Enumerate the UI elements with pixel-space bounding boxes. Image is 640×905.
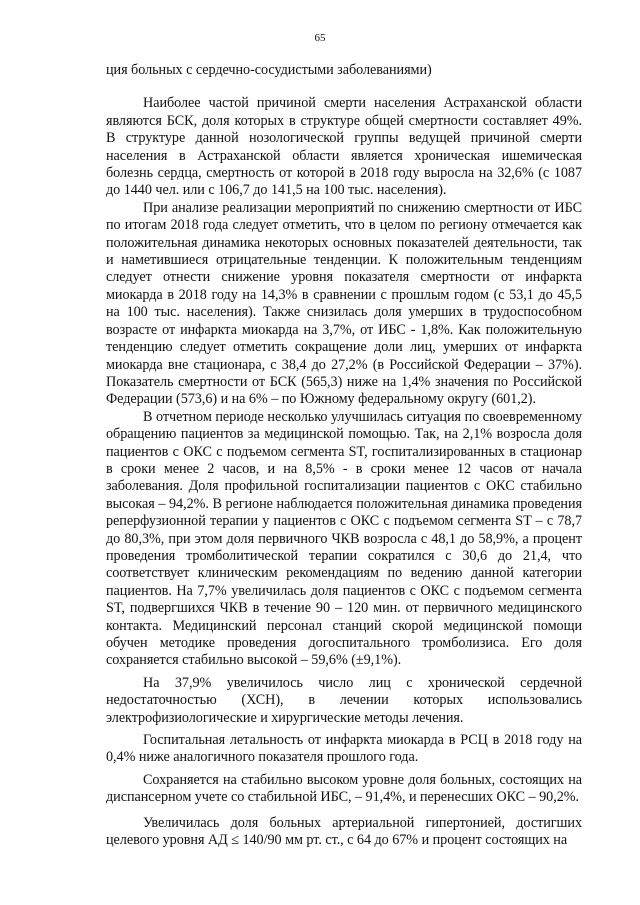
paragraph-timely-care: В отчетном периоде несколько улучшилась ситуация по своевременному обращению пациентов за медицинской помощью. Так, на 2,1% возросла доля пациентов с ОКС с подъемом сегмента ST, госпитализированных в стационар в сроки менее 2 часов, и на 8,5% - в сроки менее 12 часов от начала заболевания. Доля профильной госпитализации пациентов с ОКС стабильно высокая – 94,2%. В регионе наблюдается положительная динамика проведения реперфузионной терапии у пациентов с ОКС с подъемом сегмента ST – с 78,7 до 80,3%, при этом доля первичного ЧКВ возросла с 48,1 до 58,9%, а процент проведения тромболитической терапии сократился с 30,6 до 21,4, что соответствует клиническим рекомендациям по ведению данной категории пациентов. На 7,7% увеличилась доля пациентов с ОКС с подъемом сегмента ST, подвергшихся ЧКВ в течение 90 – 120 мин. от первичного медицинского контакта. Медицинский персонал станций скорой медицинской помощи обучен методике проведения догоспитального тромболизиса. Его доля сохраняется стабильно высокой – 59,6% (±9,1%). [106,408,582,669]
paragraph-hospital-mortality: Госпитальная летальность от инфаркта миокарда в РСЦ в 2018 году на 0,4% ниже аналогичного показателя прошлого года. [106,732,582,766]
paragraph-dispensary: Сохраняется на стабильно высоком уровне доля больных, состоящих на диспансерном учете со стабильной ИБС, – 91,4%, и перенесших ОКС – 90,2%. [106,771,582,806]
paragraph-hypertension: Увеличилась доля больных артериальной гипертонией, достигших целевого уровня АД ≤ 140/90 мм рт. ст., с 64 до 67% и процент состоящих на [106,814,582,849]
page-number: 65 [314,32,326,44]
paragraph-causes-of-death: Наиболее частой причиной смерти населения Астраханской области являются БСК, доля которых в структуре общей смертности составляет 49%. В структуре данной нозологической группы ведущей причиной смерти населения в Астраханской области является хроническая ишемическая болезнь сердца, смертность от которой в 2018 году выросла на 32,6% (с 1087 до 1440 чел. или с 106,7 до 141,5 на 100 тыс. населения). [106,95,582,199]
document-body [106,62,582,849]
paragraph-heart-failure: На 37,9% увеличилось число лиц с хронической сердечной недостаточностью (ХСН), в лечении которых использовались электрофизиологические и хирургические методы лечения. [106,674,582,726]
paragraph-continuation: ция больных с сердечно-сосудистыми заболеваниями) [106,62,432,78]
paragraph-ihd-measures: При анализе реализации мероприятий по снижению смертности от ИБС по итогам 2018 года следует отметить, что в целом по региону отмечается как положительная динамика некоторых основных показателей деятельности, так и наметившиеся отрицательные тенденции. К положительным тенденциям следует отнести снижение уровня показателя смертности от инфаркта миокарда в 2018 году на 14,3% в сравнении с прошлым годом (с 53,1 до 45,5 на 100 тыс. населения). Также снизилась доля умерших в трудоспособном возрасте от инфаркта миокарда на 3,7%, от ИБС - 1,8%. Как положительную тенденцию следует отметить сокращение доли лиц, умерших от инфаркта миокарда вне стационара, с 38,4 до 27,2% (в Российской Федерации – 37%). Показатель смертности от БСК (565,3) ниже на 1,4% значения по Российской Федерации (573,6) и на 6% – по Южному федеральному округу (601,2). [106,199,582,408]
